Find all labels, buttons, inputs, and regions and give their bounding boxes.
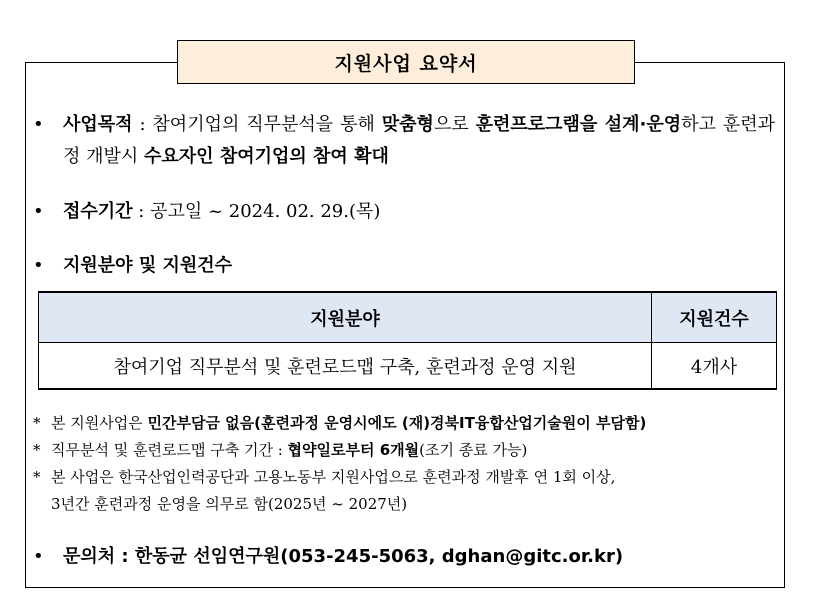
table-cell-count: 4개사: [652, 343, 777, 390]
contact-section: [33, 541, 773, 573]
note-item: [33, 464, 778, 491]
note2-tail: (조기 종료 가능): [419, 441, 528, 459]
purpose-b2: 훈련프로그램을 설계·운영: [475, 114, 682, 135]
note1-plain: 본 지원사업은: [51, 414, 148, 432]
contact-text: 문의처 : 한동균 선임연구원(053-245-5063, dghan@gitc.or.kr): [63, 546, 624, 567]
table-header-count: 지원건수: [652, 292, 777, 343]
purpose-sep: :: [132, 114, 153, 135]
note3-line2: 3년간 훈련과정 운영을 의무로 함(2025년 ~ 2027년): [51, 495, 408, 513]
bullet-icon: •: [33, 114, 44, 135]
asterisk-icon: *: [33, 441, 41, 459]
note2-bold: 협약일로부터 6개월: [287, 441, 420, 459]
support-table: [38, 291, 777, 390]
purpose-t1: 참여기업의 직무분석을 통해: [152, 114, 382, 135]
note-item: [33, 410, 778, 437]
note2-plain: 직무분석 및 훈련로드맵 구축 기간 :: [51, 441, 288, 459]
asterisk-icon: *: [33, 468, 41, 486]
purpose-b1: 맞춤형: [381, 114, 434, 135]
bullet-icon: •: [33, 546, 44, 567]
period-value: : 공고일 ~ 2024. 02. 29.(목): [132, 201, 381, 222]
field-section: [33, 250, 773, 282]
purpose-b3: 수요자인 참여기업의 참여 확대: [144, 146, 389, 167]
period-label: 접수기간: [63, 201, 133, 222]
document-title: 지원사업 요약서: [177, 40, 635, 84]
note1-bold: 민간부담금 없음(훈련과정 운영시에도 (재)경북IT융합산업기술원이 부담함): [147, 414, 647, 432]
table-row: [39, 343, 777, 390]
bullet-icon: •: [33, 255, 44, 276]
purpose-t2: 으로: [433, 114, 476, 135]
note-item: [33, 437, 778, 464]
note-item-continuation: [33, 491, 778, 518]
field-heading: 지원분야 및 지원건수: [63, 255, 233, 276]
note3-line1: 본 사업은 한국산업인력공단과 고용노동부 지원사업으로 훈련과정 개발후 연 1회 이상,: [51, 468, 616, 486]
notes-list: [33, 410, 778, 518]
table-header-field: 지원분야: [39, 292, 652, 343]
purpose-text: [63, 109, 775, 173]
period-section: [33, 196, 773, 228]
asterisk-icon: *: [33, 414, 41, 432]
purpose-section: [33, 109, 773, 173]
purpose-label: 사업목적: [63, 114, 133, 135]
purpose-t3: 하고 훈련과정 개발시: [63, 114, 775, 167]
bullet-icon: •: [33, 201, 44, 222]
table-cell-field: 참여기업 직무분석 및 훈련로드맵 구축, 훈련과정 운영 지원: [39, 343, 652, 390]
